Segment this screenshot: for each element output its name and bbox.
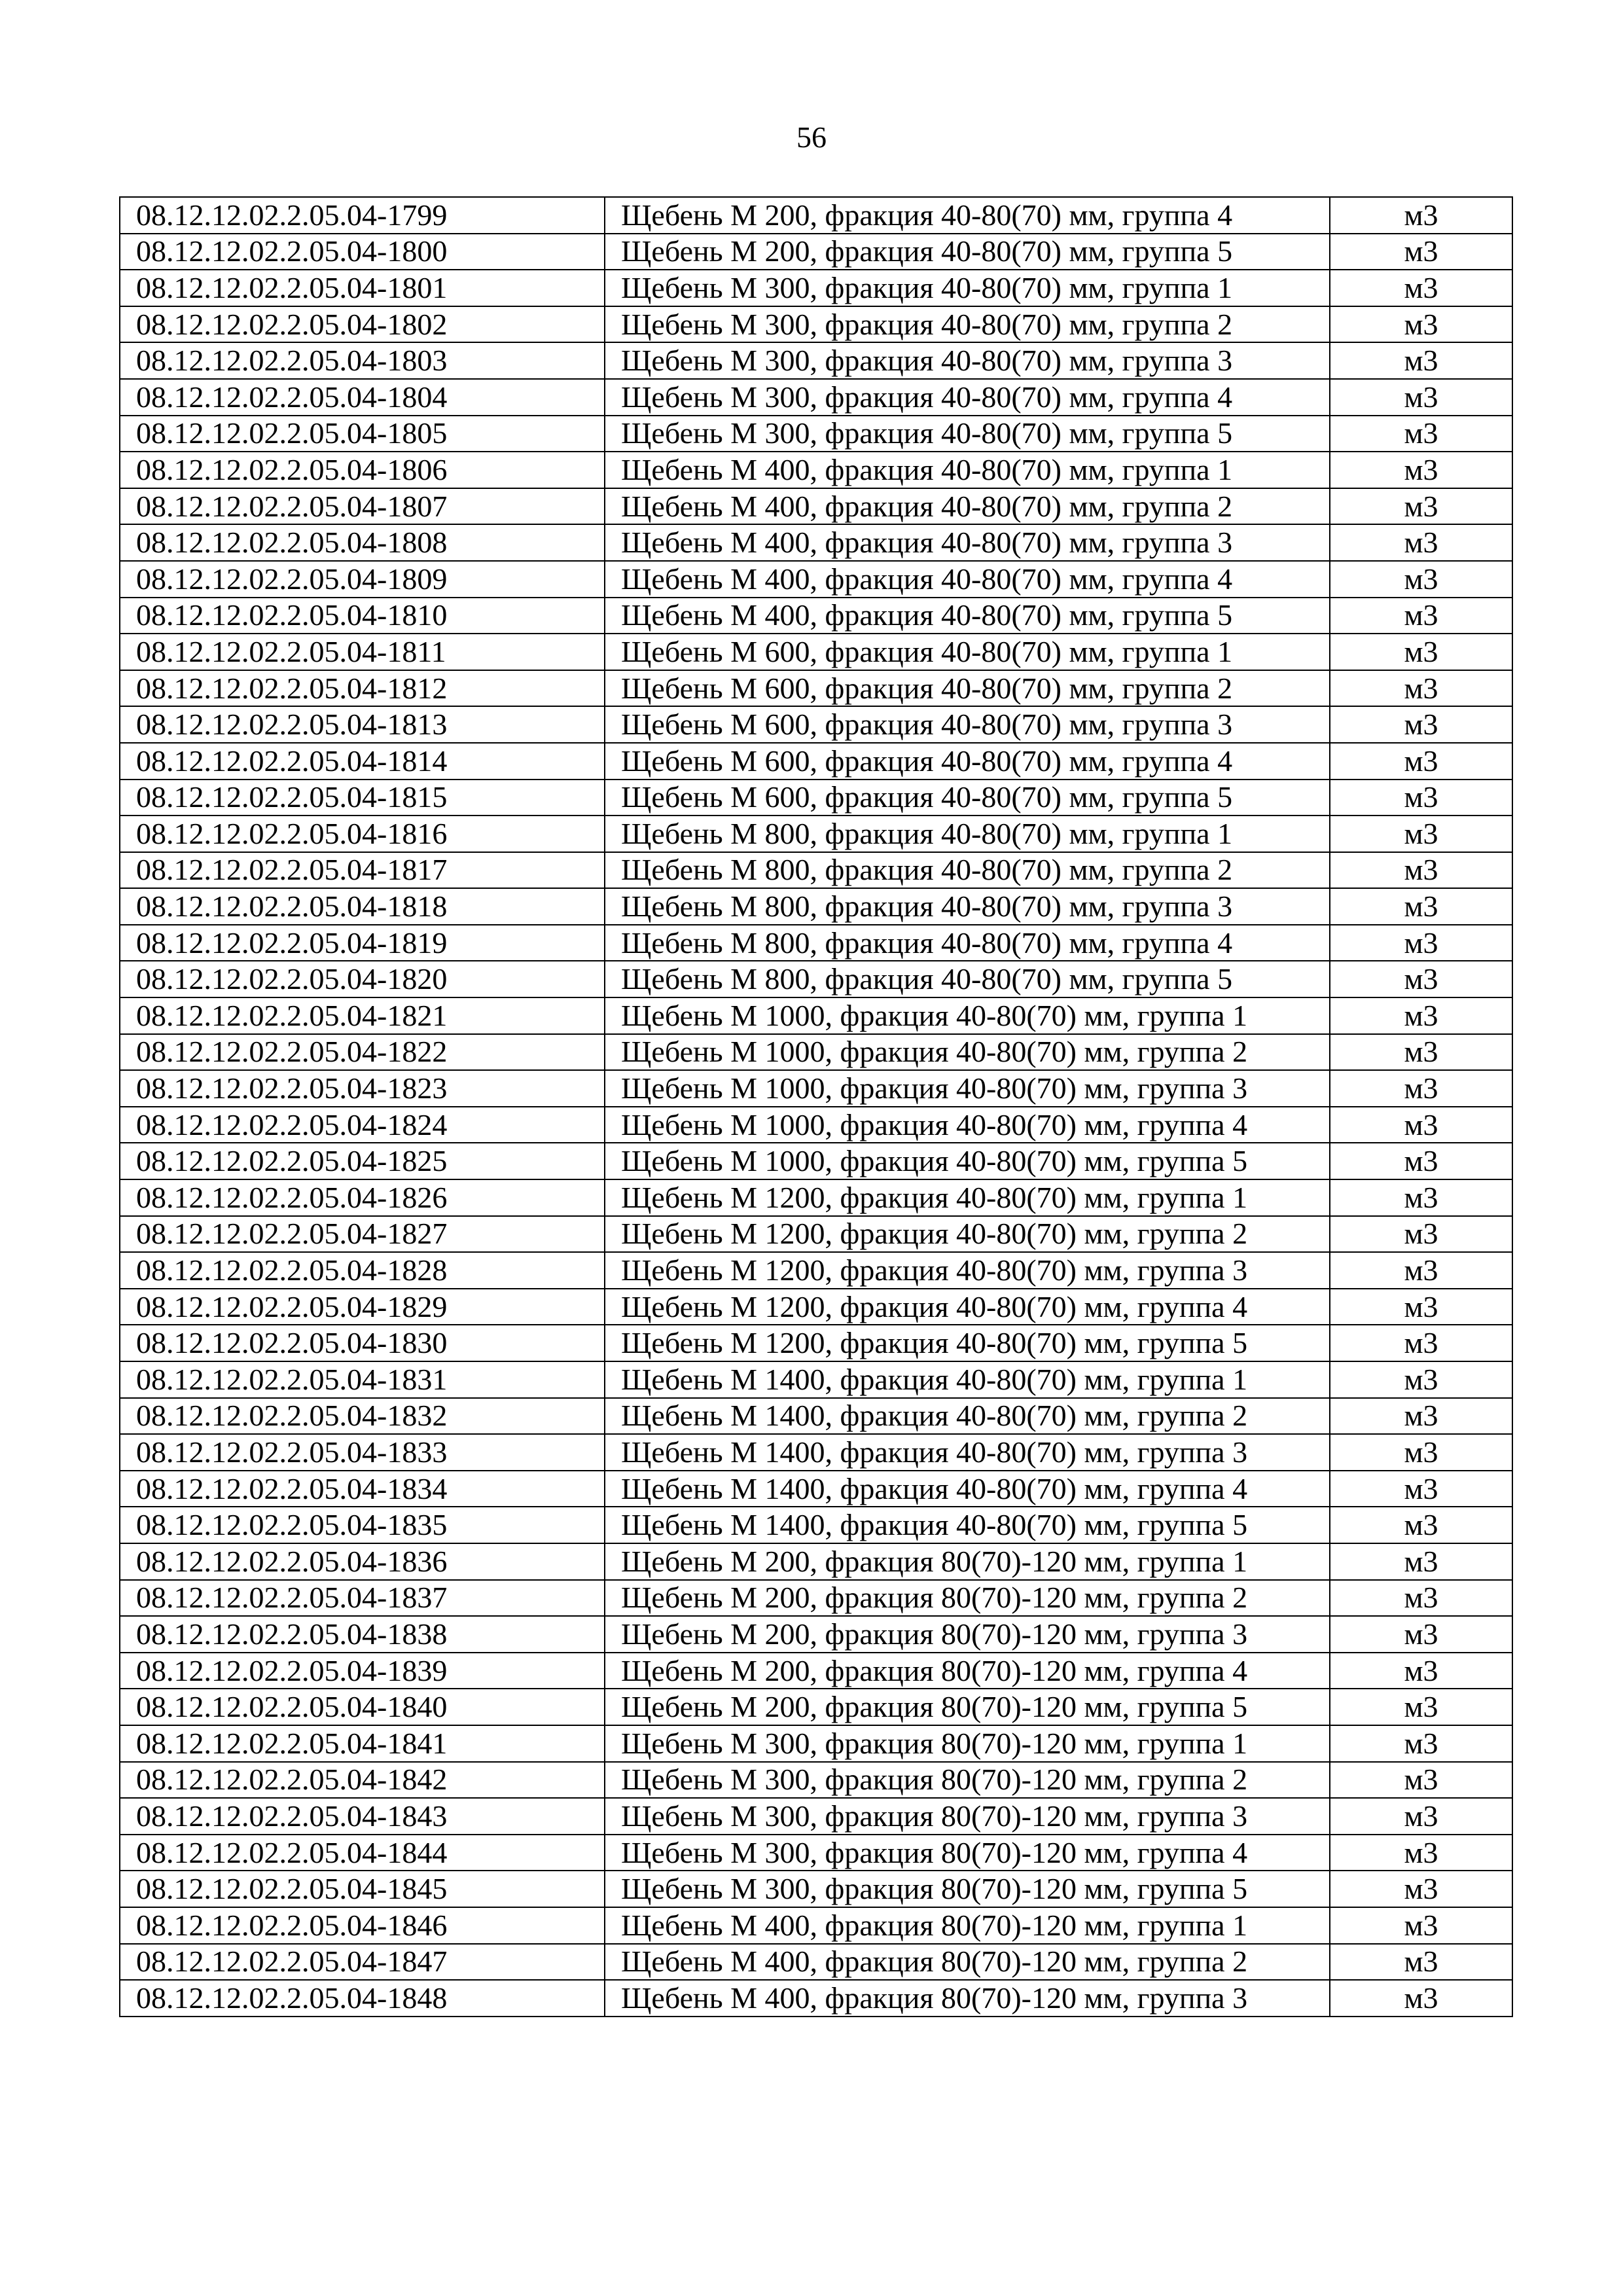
unit-cell: м3 bbox=[1330, 598, 1512, 634]
table-row bbox=[120, 1798, 1512, 1835]
resource-code-cell: 08.12.12.02.2.05.04-1825 bbox=[120, 1143, 605, 1179]
unit-cell: м3 bbox=[1330, 1471, 1512, 1507]
table-row bbox=[120, 1107, 1512, 1143]
page-number: 56 bbox=[796, 120, 827, 154]
resource-code-cell: 08.12.12.02.2.05.04-1841 bbox=[120, 1725, 605, 1762]
resource-name-cell: Щебень М 300, фракция 80(70)-120 мм, группа 5 bbox=[605, 1871, 1330, 1907]
resource-name-cell: Щебень М 200, фракция 80(70)-120 мм, группа 4 bbox=[605, 1653, 1330, 1689]
unit-cell: м3 bbox=[1330, 452, 1512, 488]
unit-cell: м3 bbox=[1330, 780, 1512, 816]
table-row bbox=[120, 1289, 1512, 1325]
unit-cell: м3 bbox=[1330, 306, 1512, 343]
table-row bbox=[120, 1543, 1512, 1580]
resource-name-cell: Щебень М 1400, фракция 40-80(70) мм, группа 1 bbox=[605, 1361, 1330, 1398]
table-row bbox=[120, 1762, 1512, 1799]
resource-code-cell: 08.12.12.02.2.05.04-1833 bbox=[120, 1434, 605, 1471]
table-row bbox=[120, 1616, 1512, 1653]
resource-name-cell: Щебень М 800, фракция 40-80(70) мм, группа 4 bbox=[605, 925, 1330, 961]
unit-cell: м3 bbox=[1330, 1325, 1512, 1361]
resource-code-cell: 08.12.12.02.2.05.04-1821 bbox=[120, 997, 605, 1034]
table-row bbox=[120, 1907, 1512, 1944]
resource-name-cell: Щебень М 300, фракция 40-80(70) мм, группа 2 bbox=[605, 306, 1330, 343]
resource-name-cell: Щебень М 1200, фракция 40-80(70) мм, группа 2 bbox=[605, 1216, 1330, 1253]
resource-name-cell: Щебень М 800, фракция 40-80(70) мм, группа 5 bbox=[605, 961, 1330, 997]
resource-name-cell: Щебень М 300, фракция 80(70)-120 мм, группа 1 bbox=[605, 1725, 1330, 1762]
unit-cell: м3 bbox=[1330, 997, 1512, 1034]
resource-code-cell: 08.12.12.02.2.05.04-1843 bbox=[120, 1798, 605, 1835]
resource-code-cell: 08.12.12.02.2.05.04-1814 bbox=[120, 743, 605, 780]
unit-cell: м3 bbox=[1330, 1289, 1512, 1325]
resource-name-cell: Щебень М 300, фракция 40-80(70) мм, группа 5 bbox=[605, 416, 1330, 452]
resource-name-cell: Щебень М 1400, фракция 40-80(70) мм, группа 2 bbox=[605, 1398, 1330, 1435]
table-row bbox=[120, 488, 1512, 525]
resource-name-cell: Щебень М 1200, фракция 40-80(70) мм, группа 4 bbox=[605, 1289, 1330, 1325]
table-row bbox=[120, 1580, 1512, 1617]
resource-code-cell: 08.12.12.02.2.05.04-1805 bbox=[120, 416, 605, 452]
resource-code-cell: 08.12.12.02.2.05.04-1846 bbox=[120, 1907, 605, 1944]
table-row bbox=[120, 452, 1512, 488]
unit-cell: м3 bbox=[1330, 197, 1512, 234]
resource-name-cell: Щебень М 200, фракция 80(70)-120 мм, группа 5 bbox=[605, 1689, 1330, 1725]
table-row bbox=[120, 1143, 1512, 1179]
unit-cell: м3 bbox=[1330, 1507, 1512, 1543]
resource-name-cell: Щебень М 600, фракция 40-80(70) мм, группа 4 bbox=[605, 743, 1330, 780]
resource-code-cell: 08.12.12.02.2.05.04-1816 bbox=[120, 816, 605, 852]
resource-code-cell: 08.12.12.02.2.05.04-1828 bbox=[120, 1252, 605, 1289]
unit-cell: м3 bbox=[1330, 1434, 1512, 1471]
resource-code-cell: 08.12.12.02.2.05.04-1847 bbox=[120, 1944, 605, 1981]
resource-code-cell: 08.12.12.02.2.05.04-1811 bbox=[120, 634, 605, 670]
resource-code-cell: 08.12.12.02.2.05.04-1809 bbox=[120, 561, 605, 598]
table-row bbox=[120, 961, 1512, 997]
table-row bbox=[120, 1871, 1512, 1907]
table-row bbox=[120, 925, 1512, 961]
unit-cell: м3 bbox=[1330, 1179, 1512, 1216]
table-row bbox=[120, 416, 1512, 452]
resource-code-cell: 08.12.12.02.2.05.04-1815 bbox=[120, 780, 605, 816]
resource-name-cell: Щебень М 1200, фракция 40-80(70) мм, группа 3 bbox=[605, 1252, 1330, 1289]
resource-name-cell: Щебень М 1400, фракция 40-80(70) мм, группа 5 bbox=[605, 1507, 1330, 1543]
resource-code-cell: 08.12.12.02.2.05.04-1824 bbox=[120, 1107, 605, 1143]
resource-code-cell: 08.12.12.02.2.05.04-1808 bbox=[120, 524, 605, 561]
resource-name-cell: Щебень М 800, фракция 40-80(70) мм, группа 2 bbox=[605, 852, 1330, 889]
unit-cell: м3 bbox=[1330, 706, 1512, 743]
resource-code-cell: 08.12.12.02.2.05.04-1829 bbox=[120, 1289, 605, 1325]
unit-cell: м3 bbox=[1330, 1616, 1512, 1653]
table-row bbox=[120, 1944, 1512, 1981]
unit-cell: м3 bbox=[1330, 1762, 1512, 1799]
unit-cell: м3 bbox=[1330, 1543, 1512, 1580]
table-row bbox=[120, 1835, 1512, 1871]
resource-name-cell: Щебень М 300, фракция 80(70)-120 мм, группа 3 bbox=[605, 1798, 1330, 1835]
unit-cell: м3 bbox=[1330, 270, 1512, 306]
resource-code-cell: 08.12.12.02.2.05.04-1804 bbox=[120, 379, 605, 416]
unit-cell: м3 bbox=[1330, 1798, 1512, 1835]
resource-code-cell: 08.12.12.02.2.05.04-1803 bbox=[120, 342, 605, 379]
resource-name-cell: Щебень М 1400, фракция 40-80(70) мм, группа 4 bbox=[605, 1471, 1330, 1507]
resource-name-cell: Щебень М 600, фракция 40-80(70) мм, группа 1 bbox=[605, 634, 1330, 670]
table-row bbox=[120, 270, 1512, 306]
resource-code-cell: 08.12.12.02.2.05.04-1800 bbox=[120, 234, 605, 270]
resource-name-cell: Щебень М 1200, фракция 40-80(70) мм, группа 5 bbox=[605, 1325, 1330, 1361]
table-row bbox=[120, 634, 1512, 670]
table-row bbox=[120, 1252, 1512, 1289]
unit-cell: м3 bbox=[1330, 1398, 1512, 1435]
table-row bbox=[120, 1361, 1512, 1398]
resource-name-cell: Щебень М 1000, фракция 40-80(70) мм, группа 5 bbox=[605, 1143, 1330, 1179]
unit-cell: м3 bbox=[1330, 234, 1512, 270]
resource-name-cell: Щебень М 300, фракция 40-80(70) мм, группа 3 bbox=[605, 342, 1330, 379]
unit-cell: м3 bbox=[1330, 416, 1512, 452]
resource-code-cell: 08.12.12.02.2.05.04-1806 bbox=[120, 452, 605, 488]
table-row bbox=[120, 524, 1512, 561]
table-row bbox=[120, 561, 1512, 598]
unit-cell: м3 bbox=[1330, 961, 1512, 997]
table-row bbox=[120, 780, 1512, 816]
unit-cell: м3 bbox=[1330, 1107, 1512, 1143]
resource-table bbox=[119, 196, 1513, 2017]
table-row bbox=[120, 342, 1512, 379]
table-row bbox=[120, 743, 1512, 780]
resource-name-cell: Щебень М 300, фракция 40-80(70) мм, группа 1 bbox=[605, 270, 1330, 306]
table-row bbox=[120, 1689, 1512, 1725]
resource-code-cell: 08.12.12.02.2.05.04-1831 bbox=[120, 1361, 605, 1398]
table-body bbox=[120, 197, 1512, 2017]
unit-cell: м3 bbox=[1330, 1034, 1512, 1071]
unit-cell: м3 bbox=[1330, 852, 1512, 889]
unit-cell: м3 bbox=[1330, 925, 1512, 961]
resource-name-cell: Щебень М 400, фракция 40-80(70) мм, группа 5 bbox=[605, 598, 1330, 634]
table-row bbox=[120, 1434, 1512, 1471]
unit-cell: м3 bbox=[1330, 670, 1512, 707]
unit-cell: м3 bbox=[1330, 1580, 1512, 1617]
table-row bbox=[120, 1070, 1512, 1107]
unit-cell: м3 bbox=[1330, 1689, 1512, 1725]
resource-code-cell: 08.12.12.02.2.05.04-1807 bbox=[120, 488, 605, 525]
unit-cell: м3 bbox=[1330, 379, 1512, 416]
resource-code-cell: 08.12.12.02.2.05.04-1820 bbox=[120, 961, 605, 997]
resource-code-cell: 08.12.12.02.2.05.04-1837 bbox=[120, 1580, 605, 1617]
resource-name-cell: Щебень М 300, фракция 40-80(70) мм, группа 4 bbox=[605, 379, 1330, 416]
resource-code-cell: 08.12.12.02.2.05.04-1826 bbox=[120, 1179, 605, 1216]
table-row bbox=[120, 598, 1512, 634]
resource-code-cell: 08.12.12.02.2.05.04-1813 bbox=[120, 706, 605, 743]
resource-code-cell: 08.12.12.02.2.05.04-1839 bbox=[120, 1653, 605, 1689]
resource-name-cell: Щебень М 300, фракция 80(70)-120 мм, группа 2 bbox=[605, 1762, 1330, 1799]
table-row bbox=[120, 1325, 1512, 1361]
unit-cell: м3 bbox=[1330, 634, 1512, 670]
resource-code-cell: 08.12.12.02.2.05.04-1823 bbox=[120, 1070, 605, 1107]
table-row bbox=[120, 670, 1512, 707]
resource-code-cell: 08.12.12.02.2.05.04-1848 bbox=[120, 1980, 605, 2017]
resource-code-cell: 08.12.12.02.2.05.04-1835 bbox=[120, 1507, 605, 1543]
table-row bbox=[120, 1653, 1512, 1689]
resource-code-cell: 08.12.12.02.2.05.04-1830 bbox=[120, 1325, 605, 1361]
resource-name-cell: Щебень М 400, фракция 80(70)-120 мм, группа 2 bbox=[605, 1944, 1330, 1981]
resource-code-cell: 08.12.12.02.2.05.04-1845 bbox=[120, 1871, 605, 1907]
table-row bbox=[120, 379, 1512, 416]
table-row bbox=[120, 1034, 1512, 1071]
table-row bbox=[120, 706, 1512, 743]
resource-code-cell: 08.12.12.02.2.05.04-1801 bbox=[120, 270, 605, 306]
unit-cell: м3 bbox=[1330, 1980, 1512, 2017]
resource-name-cell: Щебень М 1000, фракция 40-80(70) мм, группа 4 bbox=[605, 1107, 1330, 1143]
resource-name-cell: Щебень М 200, фракция 40-80(70) мм, группа 4 bbox=[605, 197, 1330, 234]
resource-code-cell: 08.12.12.02.2.05.04-1844 bbox=[120, 1835, 605, 1871]
resource-code-cell: 08.12.12.02.2.05.04-1832 bbox=[120, 1398, 605, 1435]
resource-name-cell: Щебень М 800, фракция 40-80(70) мм, группа 3 bbox=[605, 888, 1330, 925]
resource-name-cell: Щебень М 400, фракция 40-80(70) мм, группа 3 bbox=[605, 524, 1330, 561]
unit-cell: м3 bbox=[1330, 488, 1512, 525]
resource-code-cell: 08.12.12.02.2.05.04-1810 bbox=[120, 598, 605, 634]
unit-cell: м3 bbox=[1330, 1835, 1512, 1871]
unit-cell: м3 bbox=[1330, 1653, 1512, 1689]
resource-name-cell: Щебень М 200, фракция 80(70)-120 мм, группа 1 bbox=[605, 1543, 1330, 1580]
resource-name-cell: Щебень М 600, фракция 40-80(70) мм, группа 2 bbox=[605, 670, 1330, 707]
unit-cell: м3 bbox=[1330, 342, 1512, 379]
table-row bbox=[120, 1980, 1512, 2017]
resource-code-cell: 08.12.12.02.2.05.04-1799 bbox=[120, 197, 605, 234]
table-row bbox=[120, 816, 1512, 852]
unit-cell: м3 bbox=[1330, 888, 1512, 925]
resource-name-cell: Щебень М 1000, фракция 40-80(70) мм, группа 1 bbox=[605, 997, 1330, 1034]
resource-name-cell: Щебень М 400, фракция 80(70)-120 мм, группа 1 bbox=[605, 1907, 1330, 1944]
resource-code-cell: 08.12.12.02.2.05.04-1812 bbox=[120, 670, 605, 707]
unit-cell: м3 bbox=[1330, 743, 1512, 780]
resource-name-cell: Щебень М 300, фракция 80(70)-120 мм, группа 4 bbox=[605, 1835, 1330, 1871]
resource-code-cell: 08.12.12.02.2.05.04-1818 bbox=[120, 888, 605, 925]
resource-code-cell: 08.12.12.02.2.05.04-1836 bbox=[120, 1543, 605, 1580]
table-row bbox=[120, 1471, 1512, 1507]
table-row bbox=[120, 1507, 1512, 1543]
resource-code-cell: 08.12.12.02.2.05.04-1802 bbox=[120, 306, 605, 343]
unit-cell: м3 bbox=[1330, 1216, 1512, 1253]
resource-name-cell: Щебень М 800, фракция 40-80(70) мм, группа 1 bbox=[605, 816, 1330, 852]
unit-cell: м3 bbox=[1330, 1907, 1512, 1944]
resource-name-cell: Щебень М 400, фракция 40-80(70) мм, группа 1 bbox=[605, 452, 1330, 488]
resource-name-cell: Щебень М 600, фракция 40-80(70) мм, группа 3 bbox=[605, 706, 1330, 743]
table-row bbox=[120, 234, 1512, 270]
table-row bbox=[120, 1398, 1512, 1435]
resource-name-cell: Щебень М 1400, фракция 40-80(70) мм, группа 3 bbox=[605, 1434, 1330, 1471]
table-row bbox=[120, 852, 1512, 889]
resource-name-cell: Щебень М 400, фракция 80(70)-120 мм, группа 3 bbox=[605, 1980, 1330, 2017]
unit-cell: м3 bbox=[1330, 524, 1512, 561]
unit-cell: м3 bbox=[1330, 816, 1512, 852]
table-row bbox=[120, 1179, 1512, 1216]
resource-code-cell: 08.12.12.02.2.05.04-1838 bbox=[120, 1616, 605, 1653]
table-row bbox=[120, 306, 1512, 343]
unit-cell: м3 bbox=[1330, 1725, 1512, 1762]
unit-cell: м3 bbox=[1330, 1252, 1512, 1289]
resource-code-cell: 08.12.12.02.2.05.04-1822 bbox=[120, 1034, 605, 1071]
resource-name-cell: Щебень М 400, фракция 40-80(70) мм, группа 4 bbox=[605, 561, 1330, 598]
table-row bbox=[120, 197, 1512, 234]
resource-name-cell: Щебень М 1000, фракция 40-80(70) мм, группа 2 bbox=[605, 1034, 1330, 1071]
resource-name-cell: Щебень М 400, фракция 40-80(70) мм, группа 2 bbox=[605, 488, 1330, 525]
table-row bbox=[120, 1725, 1512, 1762]
table-row bbox=[120, 1216, 1512, 1253]
resource-name-cell: Щебень М 200, фракция 40-80(70) мм, группа 5 bbox=[605, 234, 1330, 270]
unit-cell: м3 bbox=[1330, 1361, 1512, 1398]
resource-name-cell: Щебень М 200, фракция 80(70)-120 мм, группа 2 bbox=[605, 1580, 1330, 1617]
resource-code-cell: 08.12.12.02.2.05.04-1840 bbox=[120, 1689, 605, 1725]
unit-cell: м3 bbox=[1330, 1944, 1512, 1981]
unit-cell: м3 bbox=[1330, 1143, 1512, 1179]
resource-name-cell: Щебень М 1200, фракция 40-80(70) мм, группа 1 bbox=[605, 1179, 1330, 1216]
unit-cell: м3 bbox=[1330, 561, 1512, 598]
resource-name-cell: Щебень М 200, фракция 80(70)-120 мм, группа 3 bbox=[605, 1616, 1330, 1653]
resource-code-cell: 08.12.12.02.2.05.04-1834 bbox=[120, 1471, 605, 1507]
resource-name-cell: Щебень М 600, фракция 40-80(70) мм, группа 5 bbox=[605, 780, 1330, 816]
table-row bbox=[120, 888, 1512, 925]
unit-cell: м3 bbox=[1330, 1871, 1512, 1907]
resource-code-cell: 08.12.12.02.2.05.04-1819 bbox=[120, 925, 605, 961]
resource-code-cell: 08.12.12.02.2.05.04-1827 bbox=[120, 1216, 605, 1253]
resource-code-cell: 08.12.12.02.2.05.04-1817 bbox=[120, 852, 605, 889]
unit-cell: м3 bbox=[1330, 1070, 1512, 1107]
resource-name-cell: Щебень М 1000, фракция 40-80(70) мм, группа 3 bbox=[605, 1070, 1330, 1107]
resource-code-cell: 08.12.12.02.2.05.04-1842 bbox=[120, 1762, 605, 1799]
table-row bbox=[120, 997, 1512, 1034]
